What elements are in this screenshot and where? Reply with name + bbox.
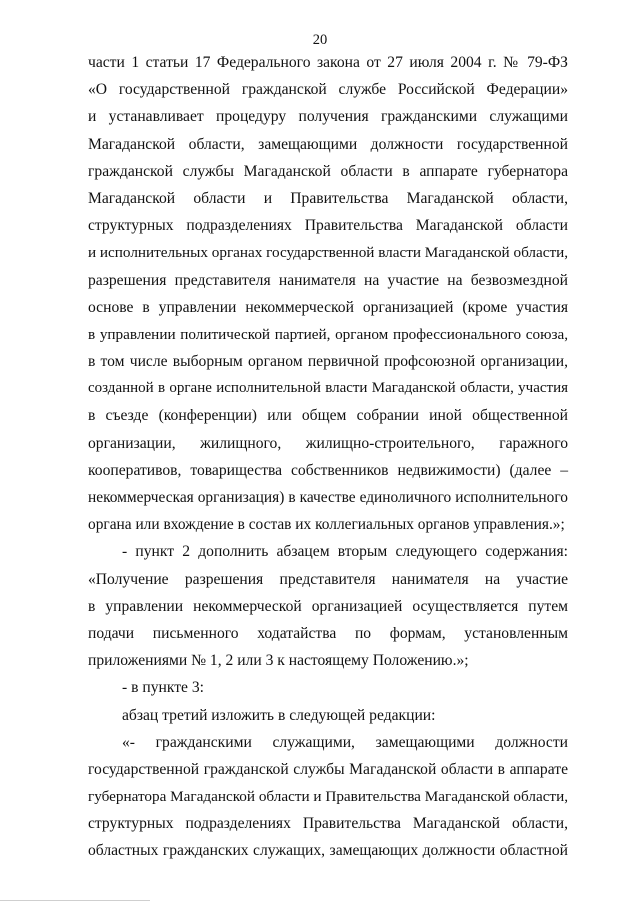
text-line: губернатора Магаданской области и Правительства Магаданской области, <box>88 788 568 806</box>
text-line: государственной гражданской службы Магаданской области в аппарате <box>88 760 568 778</box>
text-line: организации, жилищного, жилищно-строительного, гаражного <box>88 434 568 452</box>
text-line: некоммерческая организация) в качестве единоличного исполнительного <box>88 489 568 506</box>
text-line: гражданской службы Магаданской области в аппарате губернатора <box>88 162 568 180</box>
text-line: - в пункте 3: <box>122 679 204 697</box>
document-body <box>88 49 568 865</box>
text-line: и исполнительных органах государственной власти Магаданской области, <box>88 244 569 262</box>
text-line: Магаданской области и Правительства Магаданской области, <box>88 189 568 207</box>
text-line: областных гражданских служащих, замещающих должности областной <box>88 842 568 860</box>
text-line: приложениями № 1, 2 или 3 к настоящему Положению.»; <box>88 652 469 670</box>
text-line: структурных подразделениях Правительства Магаданской области <box>88 217 568 235</box>
text-line: «- гражданскими служащими, замещающими должности <box>122 733 568 751</box>
text-line: «О государственной гражданской службе Российской Федерации» <box>88 81 568 99</box>
text-line: кооперативов, товарищества собственников недвижимости) (далее – <box>88 461 568 479</box>
text-line: «Получение разрешения представителя нанимателя на участие <box>88 570 568 588</box>
text-line: в съезде (конференции) или общем собрании иной общественной <box>88 407 568 425</box>
text-line: в управлении некоммерческой организацией осуществляется путем <box>88 597 568 615</box>
text-line: абзац третий изложить в следующей редакции: <box>122 706 436 724</box>
page-edge-line <box>0 900 150 901</box>
text-line: - пункт 2 дополнить абзацем вторым следующего содержания: <box>122 543 568 561</box>
text-line: и устанавливает процедуру получения гражданскими служащими <box>88 108 568 126</box>
text-line: созданной в органе исполнительной власти Магаданской области, участия <box>88 380 568 397</box>
text-line: разрешения представителя нанимателя на участие на безвозмездной <box>88 271 568 289</box>
text-line: части 1 статьи 17 Федерального закона от 27 июля 2004 г. № 79-ФЗ <box>88 54 568 71</box>
text-line: в том числе выборным органом первичной профсоюзной организации, <box>88 353 568 371</box>
text-line: органа или вхождение в состав их коллегиальных органов управления.»; <box>88 516 565 534</box>
page-number: 20 <box>312 32 328 48</box>
text-line: структурных подразделениях Правительства Магаданской области, <box>88 815 568 833</box>
text-line: Магаданской области, замещающими должности государственной <box>88 135 568 153</box>
text-line: в управлении политической партией, органом профессионального союза, <box>88 325 568 343</box>
text-line: подачи письменного ходатайства по формам, установленным <box>88 624 568 642</box>
text-line: основе в управлении некоммерческой организацией (кроме участия <box>88 298 568 316</box>
